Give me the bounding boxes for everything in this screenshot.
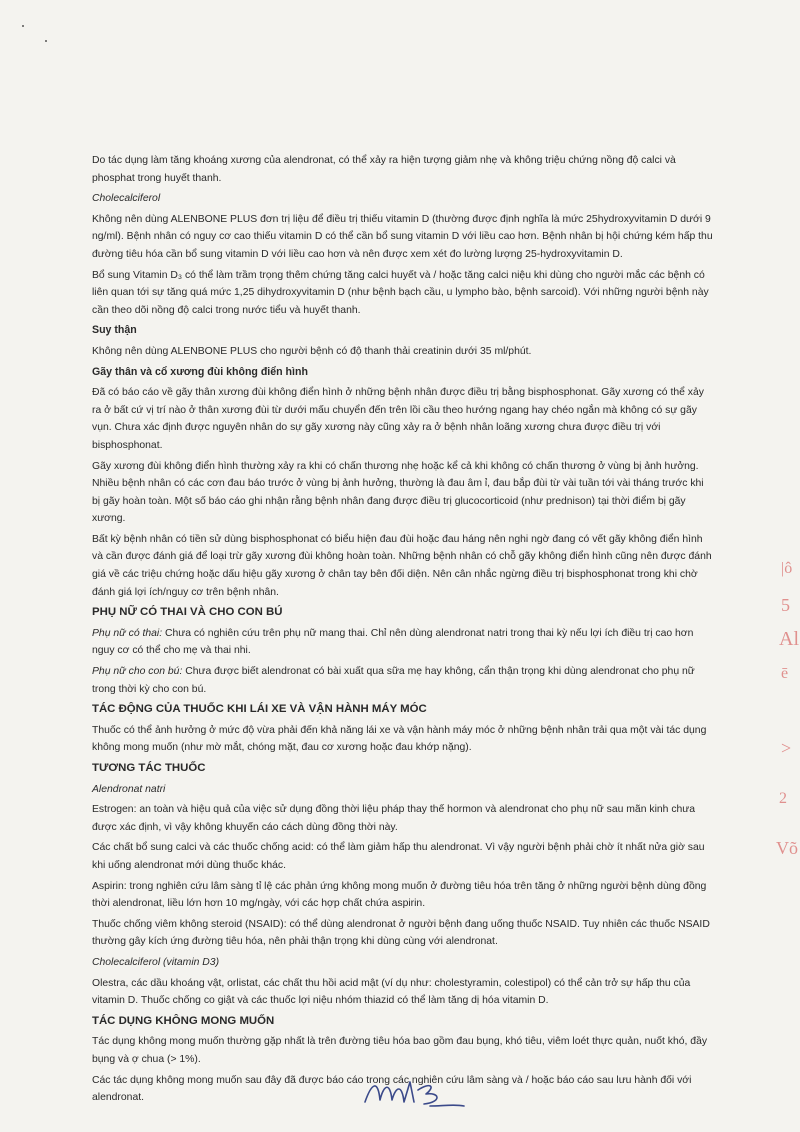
paragraph-femur-2: Gãy xương đùi không điển hình thường xảy ra khi có chấn thương nhẹ hoặc kể cả khi không có chấn thương ở vùng bị ảnh hưởng. Nhiều bệnh nhân có các cơn đau báo trước ở vùng bị ảnh hưởng, thường là đau âm ỉ, đau bắp đùi từ vài tuần tới vài tháng trước khi bị gãy hoàn toàn. Một số báo cáo ghi nhận rằng bệnh nhân đang được điều trị glucocorticoid (như prednison) tại thời điểm bị gãy xương.	[92, 460, 704, 525]
handwritten-signature	[360, 1072, 470, 1112]
paragraph-femur-1: Đã có báo cáo về gãy thân xương đùi không điển hình ở những bệnh nhân được điều trị bằng bisphosphonat. Gãy xương có thể xảy ra ở bất cứ vị trí nào ở thân xương đùi từ dưới mấu chuyển đến trên lồi cầu theo hướng ngang hay chéo ngắn mà không có sự gãy vụn. Chưa xác định được nguyên nhân do sự gãy xương này cũng xảy ra ở bệnh nhân loãng xương chưa được điều trị với bisphosphonat.	[92, 387, 704, 451]
paragraph-olestra: Olestra, các dầu khoáng vật, orlistat, các chất thu hồi acid mật (ví dụ như: cholestyramin, colestipol) có thể cản trở sự hấp thu của vitamin D. Thuốc chống co giật và các thuốc lợi niệu nhóm thiazid có thể làm tăng dị hóa vitamin D.	[92, 977, 691, 1007]
subheading-cholecalciferol-d3: Cholecalciferol (vitamin D3)	[92, 956, 220, 968]
margin-stamp-fragment: >	[781, 738, 792, 758]
paragraph-adverse-1: Tác dụng không mong muốn thường gặp nhất là trên đường tiêu hóa bao gồm đau bụng, khó tiêu, viêm loét thực quản, nuốt khó, đầy bụng và ợ chua (> 1%).	[92, 1036, 708, 1065]
paragraph-pregnancy: Phụ nữ có thai: Chưa có nghiên cứu trên phụ nữ mang thai. Chỉ nên dùng alendronat natri trong thai kỳ nếu lợi ích điều trị cao hơn nguy cơ có thể cho mẹ và thai nhi.	[92, 627, 694, 657]
section-interactions: TƯƠNG TÁC THUỐC	[92, 762, 206, 774]
paragraph-calcium: Các chất bổ sung calci và các thuốc chống acid: có thể làm giảm hấp thu alendronat. Vì vậy người bệnh phải chờ ít nhất nửa giờ sau khi uống alendronat mới dùng thuốc khác.	[92, 842, 705, 871]
paragraph-estrogen: Estrogen: an toàn và hiệu quả của việc sử dụng đồng thời liệu pháp thay thế hormon và alendronat cho phụ nữ sau mãn kinh chưa được xác định, vì vậy không khuyến cáo cách dùng đồng thời này.	[92, 804, 696, 833]
paragraph-breastfeeding: Phụ nữ cho con bú: Chưa được biết alendronat có bài xuất qua sữa mẹ hay không, cẩn thận trọng khi dùng alendronat cho phụ nữ trong thời kỳ cho con bú.	[92, 666, 695, 695]
paragraph-intro: Do tác dụng làm tăng khoáng xương của alendronat, có thể xảy ra hiện tượng giảm nhẹ và không triệu chứng nồng độ calci và phosphat trong huyết thanh.	[92, 155, 676, 184]
paragraph-femur-3: Bất kỳ bệnh nhân có tiền sử dùng bisphosphonat có biểu hiện đau đùi hoặc đau háng nên nghi ngờ đang có vết gãy không điển hình và cần được đánh giá để loại trừ gãy xương đùi không hoàn toàn. Những bệnh nhân có chỗ gãy không điển hình cũng nên được đánh giá về các triệu chứng hoặc dấu hiệu gãy xương ở chân tay bên đối diện. Nên cân nhắc ngừng điều trị bisphosphonat trong khi chờ đánh giá lợi ích/nguy cơ trên bệnh nhân.	[92, 533, 712, 598]
paragraph-driving: Thuốc có thể ảnh hưởng ở mức độ vừa phải đến khả năng lái xe và vận hành máy móc ở những bệnh nhân trải qua một vài tác dụng không mong muốn (như mờ mắt, chóng mặt, đau cơ xương hoặc đau khớp nặng).	[92, 724, 707, 754]
subheading-femur-fracture: Gãy thân và cổ xương đùi không điển hình	[92, 365, 308, 378]
paragraph-kidney-failure: Không nên dùng ALENBONE PLUS cho người bệnh có độ thanh thải creatinin dưới 35 ml/phút.	[92, 345, 532, 357]
subheading-kidney-failure: Suy thận	[92, 324, 137, 337]
margin-stamp-fragment: |ô	[781, 560, 793, 577]
subheading-cholecalciferol: Cholecalciferol	[92, 193, 161, 205]
section-pregnancy: PHỤ NỮ CÓ THAI VÀ CHO CON BÚ	[92, 606, 283, 619]
paragraph-vitamin-d3: Bổ sung Vitamin D₃ có thể làm trầm trọng thêm chứng tăng calci huyết và / hoặc tăng calci niệu khi dùng cho người mắc các bệnh có liên quan tới sự tăng quá mức 1,25 dihydroxyvitamin D (như bệnh bạch cầu, u lympho bào, bệnh sarcoid). Với những người bệnh này cần theo dõi nồng độ calci trong nước tiểu và huyết thanh.	[92, 269, 709, 316]
margin-stamp-fragment: ē	[781, 665, 789, 682]
margin-stamp-fragment: 2	[779, 790, 787, 807]
paragraph-vitamin-d-deficiency: Không nên dùng ALENBONE PLUS đơn trị liệu để điều trị thiếu vitamin D (thường được định nghĩa là mức 25hydroxyvitamin D dưới 9 ng/ml). Bệnh nhân có nguy cơ cao thiếu vitamin D có thể cần bổ sung vitamin D với liều cao hơn. Bệnh nhân bị hội chứng kém hấp thu đường tiêu hóa cần bổ sung vitamin D với liều cao hơn và nên được xem xét đo lường lượng 25-hydroxyvitamin D.	[92, 213, 713, 260]
scan-speck	[45, 40, 47, 42]
section-driving: TÁC ĐỘNG CỦA THUỐC KHI LÁI XE VÀ VẬN HÀNH MÁY MÓC	[92, 703, 427, 716]
margin-stamp-fragment: Võ	[776, 838, 798, 858]
paragraph-adverse-2: Các tác dụng không mong muốn sau đây đã được báo cáo trong các nghiên cứu lâm sàng và / hoặc báo cáo sau lưu hành đối với alendronat.	[92, 1074, 692, 1104]
label-pregnant: Phụ nữ có thai:	[92, 627, 163, 639]
margin-stamp-fragment: Al	[779, 628, 799, 650]
margin-stamp-fragment: 5	[781, 595, 790, 615]
subheading-alendronat: Alendronat natri	[92, 783, 166, 795]
paragraph-nsaid: Thuốc chống viêm không steroid (NSAID): có thể dùng alendronat ở người bệnh đang uống thuốc NSAID. Tuy nhiên các thuốc NSAID thường gây kích ứng đường tiêu hóa, nên phải thận trọng khi dùng cùng với alendronat.	[92, 918, 710, 948]
paragraph-aspirin: Aspirin: trong nghiên cứu lâm sàng tỉ lệ các phản ứng không mong muốn ở đường tiêu hóa trên tăng ở những người bệnh dùng đồng thời alendronat, liều lớn hơn 10 mg/ngày, với các hợp chất chứa aspirin.	[92, 880, 707, 910]
label-breastfeeding: Phụ nữ cho con bú:	[92, 666, 183, 678]
section-adverse-effects: TÁC DỤNG KHÔNG MONG MUỐN	[92, 1014, 275, 1027]
document-body	[92, 152, 714, 1110]
scan-speck	[22, 25, 24, 27]
